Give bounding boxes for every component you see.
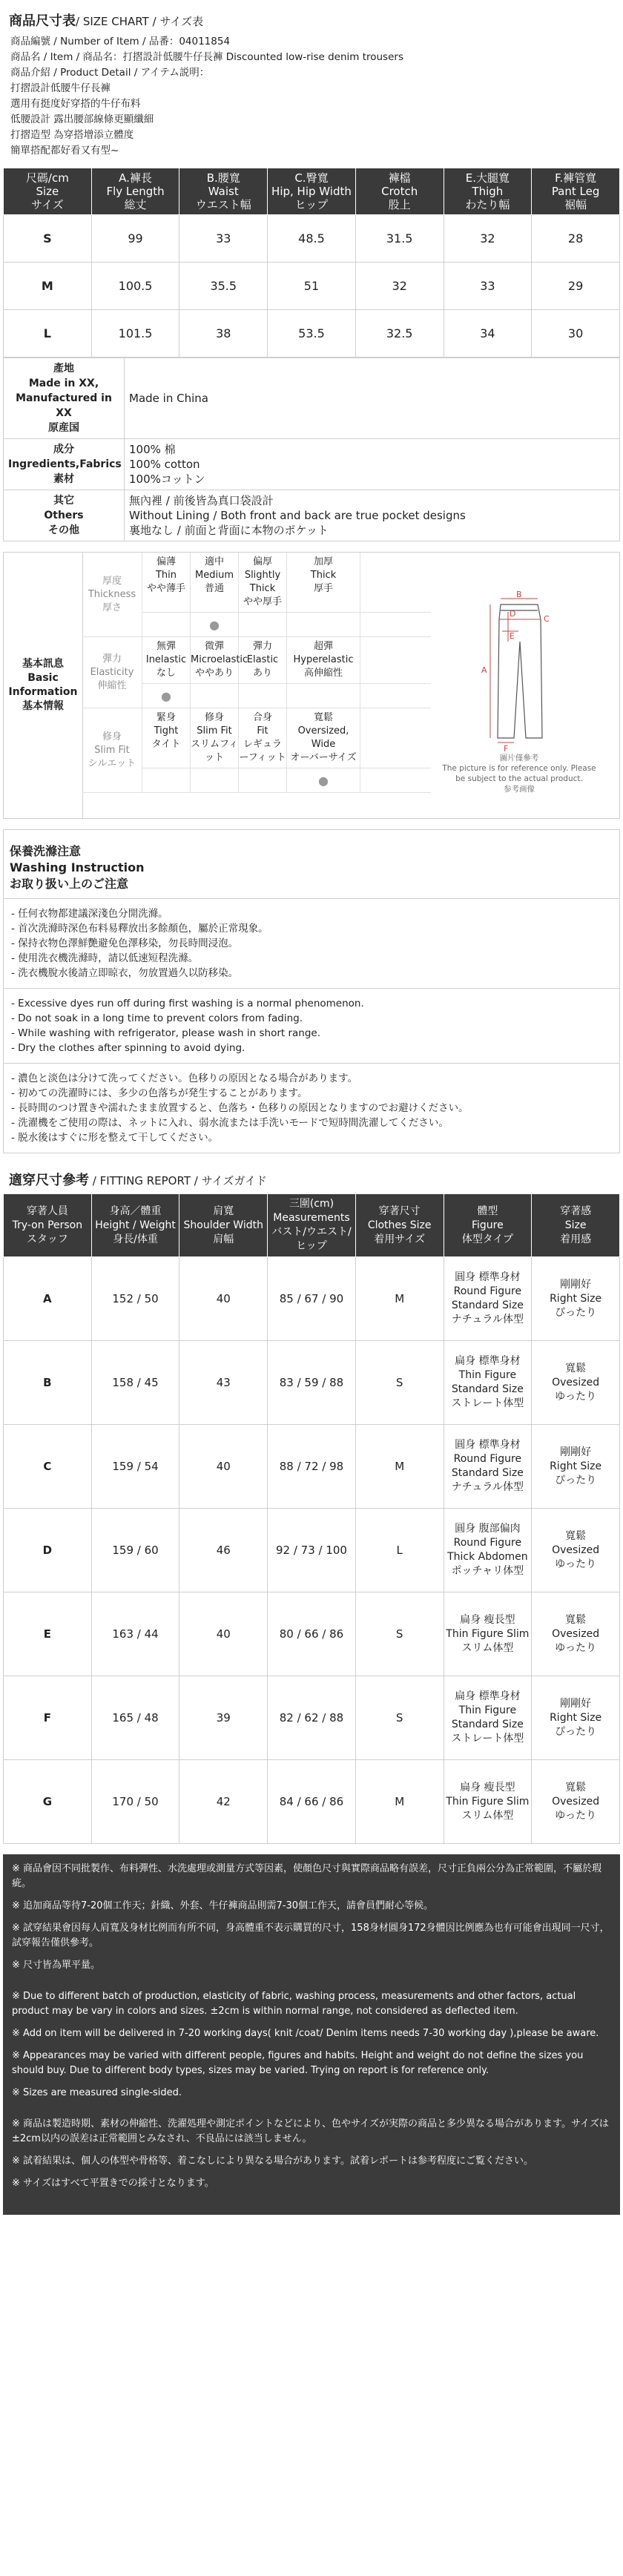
attribute-option: 無彈 Inelastic なし bbox=[142, 637, 191, 683]
fitting-row bbox=[4, 1760, 620, 1844]
meta-row bbox=[4, 490, 620, 541]
size-value: 28 bbox=[532, 215, 620, 263]
size-value: 32 bbox=[355, 263, 444, 310]
empty-cell bbox=[142, 768, 191, 792]
fitting-row bbox=[4, 1341, 620, 1425]
washing-line: - 長時間のつけ置きや濡れたまま放置すると、色落ち・色移りの原因となりますのでお避けください。 bbox=[11, 1102, 469, 1114]
empty-cell bbox=[239, 684, 287, 708]
product-info-line: 打摺設計低腰牛仔長褲 bbox=[10, 82, 111, 94]
size-table bbox=[3, 168, 620, 358]
empty-cell bbox=[191, 768, 239, 792]
fitting-value: 85 / 67 / 90 bbox=[268, 1257, 356, 1341]
washing-line: - 脱水後はすぐに形を整えて干してください。 bbox=[11, 1132, 219, 1144]
figure-letter-c: C bbox=[544, 614, 550, 624]
fitting-value: 剛剛好 Right Size ぴったり bbox=[532, 1257, 620, 1341]
empty-cell bbox=[239, 613, 287, 636]
meta-label: 其它 Others その他 bbox=[4, 490, 125, 541]
note-line: ※ Due to different batch of production, elasticity of fabric, washing process, measurements and other factors, actual product may be vary in colors and sizes. ±2cm is within normal range, not considered as deflected item. bbox=[12, 1991, 576, 2017]
notes-ja bbox=[12, 2117, 611, 2191]
fitting-row bbox=[4, 1425, 620, 1509]
fitting-value: 165 / 48 bbox=[91, 1676, 179, 1760]
size-header-cell: 褲檔 Crotch 股上 bbox=[355, 168, 444, 215]
attribute-option: 超彈 Hyperelastic 高伸縮性 bbox=[287, 637, 360, 683]
fitting-value: M bbox=[355, 1760, 444, 1844]
product-info-line: 選用有挺度好穿搭的牛仔布料 bbox=[10, 98, 141, 110]
attribute-option: 寬鬆 Oversized, Wide オーバーサイズ bbox=[287, 708, 360, 768]
meta-row bbox=[4, 439, 620, 490]
size-label: M bbox=[4, 263, 92, 310]
size-header-cell: A.褲長 Fly Length 総丈 bbox=[91, 168, 179, 215]
fitting-value: 88 / 72 / 98 bbox=[268, 1425, 356, 1509]
fitting-value: M bbox=[355, 1425, 444, 1509]
attribute-option: 修身 Slim Fit スリムフィット bbox=[191, 708, 239, 768]
fitting-row bbox=[4, 1592, 620, 1676]
attribute-name: 彈力 Elasticity 伸縮性 bbox=[82, 637, 142, 708]
fitting-header-cell: 肩寬 Shoulder Width 肩幅 bbox=[179, 1194, 268, 1257]
fitting-header-cell: 穿著尺寸 Clothes Size 着用サイズ bbox=[355, 1194, 444, 1257]
fitting-value: 80 / 66 / 86 bbox=[268, 1592, 356, 1676]
fitting-table-header bbox=[4, 1194, 620, 1257]
size-header-cell: F.褲管寬 Pant Leg 裾幅 bbox=[532, 168, 620, 215]
basic-info-panel bbox=[3, 552, 620, 819]
washing-line: - 保持衣物色澤鮮艷避免色澤移染，勿長時間浸泡。 bbox=[11, 938, 239, 949]
attribute-option: 合身 Fit レギュラーフィット bbox=[239, 708, 287, 768]
note-line: ※ 商品會因不同批製作、布料彈性、水洗處理或測量方式等因素，使顏色尺寸與實際商品略有誤差，尺寸正負兩公分為正常範圍，不屬於瑕疵。 bbox=[12, 1863, 602, 1889]
size-value: 99 bbox=[91, 215, 179, 263]
fitting-value: 扁身 標準身材 Thin Figure Standard Size ストレート体型 bbox=[444, 1676, 532, 1760]
meta-label: 產地 Made in XX, Manufactured in XX 原産国 bbox=[4, 358, 125, 439]
fitting-value: 寬鬆 Ovesized ゆったり bbox=[532, 1760, 620, 1844]
fitting-person: B bbox=[4, 1341, 92, 1425]
fitting-value: 82 / 62 / 88 bbox=[268, 1676, 356, 1760]
washing-line: - 初めての洗濯時には、多少の色落ちが発生することがあります。 bbox=[11, 1087, 308, 1099]
size-value: 100.5 bbox=[91, 263, 179, 310]
fitting-header-cell: 穿著感 Size 着用感 bbox=[532, 1194, 620, 1257]
fitting-value: 剛剛好 Right Size ぴったり bbox=[532, 1676, 620, 1760]
washing-line: - 任何衣物都建議深淺色分開洗滌。 bbox=[11, 908, 168, 920]
product-info-line: 簡單搭配都好看又有型~ bbox=[10, 145, 119, 157]
note-line: ※ サイズはすべて平置きでの採寸となります。 bbox=[12, 2178, 214, 2189]
meta-value: Made in China bbox=[125, 358, 620, 439]
fitting-person: F bbox=[4, 1676, 92, 1760]
figure-caption: 圖片僅參考 The picture is for reference only. Please be subject to the actual product. 参考画像 bbox=[442, 754, 596, 794]
size-label: S bbox=[4, 215, 92, 263]
fitting-table bbox=[3, 1193, 620, 1844]
washing-line: - 首次洗滌時深色布料易釋放出多餘顏色，屬於正常現象。 bbox=[11, 923, 268, 935]
product-info-line: 商品介紹 / Product Detail / アイテム説明： bbox=[10, 67, 210, 79]
fitting-value: 39 bbox=[179, 1676, 268, 1760]
washing-ja bbox=[4, 1063, 619, 1153]
note-line: ※ Sizes are measured single-sided. bbox=[12, 2087, 182, 2098]
size-row bbox=[4, 310, 620, 358]
fitting-value: 圓身 標準身材 Round Figure Standard Size ナチュラル体型 bbox=[444, 1257, 532, 1341]
fitting-value: 圓身 標準身材 Round Figure Standard Size ナチュラル体型 bbox=[444, 1425, 532, 1509]
fitting-value: S bbox=[355, 1676, 444, 1760]
washing-line: - 濃色と淡色は分けて洗ってください。色移りの原因となる場合があります。 bbox=[11, 1073, 358, 1084]
fitting-value: 158 / 45 bbox=[91, 1341, 179, 1425]
meta-value: 100% 棉 100% cotton 100%コットン bbox=[125, 439, 620, 490]
washing-line: - Dry the clothes after spinning to avoid dying. bbox=[11, 1042, 245, 1054]
attribute-row bbox=[82, 637, 431, 708]
fitting-subtitle: / FITTING REPORT / サイズガイド bbox=[89, 1174, 267, 1187]
fitting-person: D bbox=[4, 1509, 92, 1592]
washing-en bbox=[4, 988, 619, 1063]
product-info-line: 商品編號 / Number of Item / 品番：04011854 bbox=[10, 36, 231, 47]
figure-letter-f: F bbox=[504, 744, 509, 754]
fitting-value: 寬鬆 Ovesized ゆったり bbox=[532, 1341, 620, 1425]
fitting-row bbox=[4, 1257, 620, 1341]
fitting-value: 170 / 50 bbox=[91, 1760, 179, 1844]
size-header-cell: B.腰寬 Waist ウエスト幅 bbox=[179, 168, 268, 215]
fitting-value: 163 / 44 bbox=[91, 1592, 179, 1676]
attribute-option: 加厚 Thick 厚手 bbox=[287, 553, 360, 612]
fitting-value: 159 / 60 bbox=[91, 1509, 179, 1592]
size-value: 31.5 bbox=[355, 215, 444, 263]
fitting-value: 圓身 腹部偏肉 Round Figure Thick Abdomen ポッチャリ体型 bbox=[444, 1509, 532, 1592]
figure-letter-b: B bbox=[516, 590, 522, 599]
note-line: ※ 尺寸皆為單平量。 bbox=[12, 1960, 101, 1971]
selected-dot-icon: ● bbox=[191, 613, 239, 636]
size-value: 53.5 bbox=[268, 310, 356, 358]
fitting-value: 83 / 59 / 88 bbox=[268, 1341, 356, 1425]
attribute-option: 偏薄 Thin やや薄手 bbox=[142, 553, 191, 612]
empty-cell bbox=[287, 613, 360, 636]
fitting-row bbox=[4, 1676, 620, 1760]
attribute-name: 修身 Slim Fit シルエット bbox=[82, 708, 142, 792]
selected-dot-icon: ● bbox=[142, 684, 191, 708]
fitting-value: 152 / 50 bbox=[91, 1257, 179, 1341]
washing-line: - 使用洗衣機洗滌時，請以低速短程洗滌。 bbox=[11, 952, 199, 964]
size-value: 32 bbox=[444, 215, 532, 263]
size-value: 33 bbox=[179, 215, 268, 263]
size-header-cell: E.大腿寬 Thigh わたり幅 bbox=[444, 168, 532, 215]
meta-label: 成分 Ingredients,Fabrics 素材 bbox=[4, 439, 125, 490]
fitting-header-cell: 身高／體重 Height / Weight 身長/体重 bbox=[91, 1194, 179, 1257]
attribute-row bbox=[82, 708, 431, 793]
fitting-value: 40 bbox=[179, 1592, 268, 1676]
fitting-value: S bbox=[355, 1341, 444, 1425]
fitting-value: 剛剛好 Right Size ぴったり bbox=[532, 1425, 620, 1509]
attribute-row bbox=[82, 553, 431, 637]
washing-line: - While washing with refrigerator, please wash in short range. bbox=[11, 1027, 321, 1039]
size-value: 32.5 bbox=[355, 310, 444, 358]
fitting-value: 84 / 66 / 86 bbox=[268, 1760, 356, 1844]
figure-letter-e: E bbox=[510, 631, 515, 641]
notes-zh bbox=[12, 1862, 611, 1973]
pants-diagram-icon bbox=[464, 590, 575, 754]
meta-table bbox=[3, 358, 620, 541]
note-line: ※ 試穿結果會因每人肩寬及身材比例而有所不同，身高體重不表示購買的尺寸，158身材圓身172身體因比例應為也有可能會出現同一尺寸，試穿報告僅供參考。 bbox=[12, 1923, 610, 1949]
notes-en bbox=[12, 1989, 611, 2101]
figure-letter-d: D bbox=[510, 609, 516, 619]
fitting-header-cell: 三圍(cm) Measurements バスト/ウエスト/ヒップ bbox=[268, 1194, 356, 1257]
fitting-person: E bbox=[4, 1592, 92, 1676]
attribute-option: 彈力 Elastic あり bbox=[239, 637, 287, 683]
attribute-option: 偏厚 Slightly Thick やや厚手 bbox=[239, 553, 287, 612]
fitting-title bbox=[3, 1153, 620, 1193]
fitting-value: 40 bbox=[179, 1425, 268, 1509]
fitting-value: 扁身 瘦長型 Thin Figure Slim スリム体型 bbox=[444, 1760, 532, 1844]
note-line: ※ 商品は製造時期、素材の伸縮性、洗濯処理や測定ポイントなどにより、色やサイズが実際の商品と多少異なる場合があります。サイズは±2cm以内の誤差は正常範囲とみなされ、不良品には該当しません。 bbox=[12, 2118, 609, 2144]
size-value: 51 bbox=[268, 263, 356, 310]
fitting-person: A bbox=[4, 1257, 92, 1341]
figure-letter-a: A bbox=[481, 665, 487, 675]
size-header-cell: C.臀寬 Hip, Hip Width ヒップ bbox=[268, 168, 356, 215]
washing-line: - 洗濯機をご使用の際は、ネットに入れ、弱水流または手洗いモードで短時間洗濯してください。 bbox=[11, 1117, 449, 1129]
size-chart-title bbox=[3, 0, 620, 34]
size-row bbox=[4, 215, 620, 263]
size-value: 33 bbox=[444, 263, 532, 310]
note-line: ※ Appearances may be varied with different people, figures and habits. Height and weight do not define the sizes you should buy. Due to different body types, sizes may be varied. Trying on report is for reference only. bbox=[12, 2050, 584, 2076]
product-info-line: 商品名 / Item / 商品名：打摺設計低腰牛仔長褲 Discounted low-rise denim trousers bbox=[10, 51, 403, 63]
note-line: ※ Add on item will be delivered in 7-20 working days( knit /coat/ Denim items needs 7-30 working day ),please be aware. bbox=[12, 2028, 599, 2039]
page bbox=[3, 0, 620, 2215]
fitting-value: 寬鬆 Ovesized ゆったり bbox=[532, 1509, 620, 1592]
size-value: 38 bbox=[179, 310, 268, 358]
product-info-line: 打摺造型 為穿搭增添立體度 bbox=[10, 129, 134, 141]
fitting-value: L bbox=[355, 1509, 444, 1592]
size-label: L bbox=[4, 310, 92, 358]
fitting-value: 扁身 瘦長型 Thin Figure Slim スリム体型 bbox=[444, 1592, 532, 1676]
washing-zh bbox=[4, 898, 619, 988]
fitting-value: 42 bbox=[179, 1760, 268, 1844]
size-row bbox=[4, 263, 620, 310]
meta-row bbox=[4, 358, 620, 439]
size-value: 29 bbox=[532, 263, 620, 310]
product-info-line: 低腰設計 露出腰部線條更顯纖細 bbox=[10, 113, 154, 125]
size-value: 35.5 bbox=[179, 263, 268, 310]
attribute-option: 微彈 Microelastic ややあり bbox=[191, 637, 239, 683]
measurement-figure bbox=[441, 590, 597, 794]
fitting-header-cell: 體型 Figure 体型タイプ bbox=[444, 1194, 532, 1257]
washing-line: - Do not soak in a long time to prevent colors from fading. bbox=[11, 1012, 303, 1024]
fitting-value: S bbox=[355, 1592, 444, 1676]
empty-cell bbox=[191, 684, 239, 708]
fitting-person: G bbox=[4, 1760, 92, 1844]
attribute-grid bbox=[82, 553, 431, 793]
size-chart-title-zh: 商品尺寸表 bbox=[9, 13, 76, 29]
attribute-option: 適中 Medium 普通 bbox=[191, 553, 239, 612]
empty-cell bbox=[142, 613, 191, 636]
fitting-value: 扁身 標準身材 Thin Figure Standard Size ストレート体型 bbox=[444, 1341, 532, 1425]
note-line: ※ 追加商品等待7-20個工作天；針織、外套、牛仔褲商品則需7-30個工作天，請會員們耐心等候。 bbox=[12, 1900, 434, 1911]
size-value: 48.5 bbox=[268, 215, 356, 263]
washing-line: - Excessive dyes run off during first washing is a normal phenomenon. bbox=[11, 998, 364, 1009]
fitting-value: 40 bbox=[179, 1257, 268, 1341]
size-chart-subtitle: / SIZE CHART / サイズ表 bbox=[76, 15, 204, 28]
empty-cell bbox=[287, 684, 360, 708]
fitting-value: M bbox=[355, 1257, 444, 1341]
washing-title: 保養洗滌注意 Washing Instruction お取り扱い上のご注意 bbox=[10, 844, 145, 891]
basic-info-title: 基本訊息 Basic Information 基本情報 bbox=[4, 553, 83, 818]
selected-dot-icon: ● bbox=[287, 768, 360, 792]
fitting-header-cell: 穿著人員 Try-on Person スタッフ bbox=[4, 1194, 92, 1257]
notes-panel bbox=[3, 1854, 620, 2215]
fitting-title-zh: 適穿尺寸參考 bbox=[9, 1173, 89, 1188]
attribute-name: 厚度 Thickness 厚さ bbox=[82, 553, 142, 636]
attribute-option: 緊身 Tight タイト bbox=[142, 708, 191, 768]
size-table-header bbox=[4, 168, 620, 215]
empty-cell bbox=[239, 768, 287, 792]
product-info bbox=[3, 34, 620, 168]
fitting-value: 92 / 73 / 100 bbox=[268, 1509, 356, 1592]
washing-instruction bbox=[3, 829, 620, 1153]
size-header-cell: 尺碼/cm Size サイズ bbox=[4, 168, 92, 215]
washing-line: - 洗衣機脫水後請立即晾衣，勿放置過久以防移染。 bbox=[11, 967, 239, 979]
meta-value: 無內裡 / 前後皆為真口袋設計 Without Lining / Both front and back are true pocket designs 裏地なし / 前面と背面に本物のポケット bbox=[125, 490, 620, 541]
size-value: 34 bbox=[444, 310, 532, 358]
fitting-row bbox=[4, 1509, 620, 1592]
size-value: 30 bbox=[532, 310, 620, 358]
fitting-value: 43 bbox=[179, 1341, 268, 1425]
note-line: ※ 試着結果は、個人の体型や骨格等、着こなしにより異なる場合があります。試着レポートは参考程度にご覧ください。 bbox=[12, 2155, 533, 2167]
fitting-value: 159 / 54 bbox=[91, 1425, 179, 1509]
fitting-value: 46 bbox=[179, 1509, 268, 1592]
size-value: 101.5 bbox=[91, 310, 179, 358]
fitting-person: C bbox=[4, 1425, 92, 1509]
fitting-value: 寬鬆 Ovesized ゆったり bbox=[532, 1592, 620, 1676]
